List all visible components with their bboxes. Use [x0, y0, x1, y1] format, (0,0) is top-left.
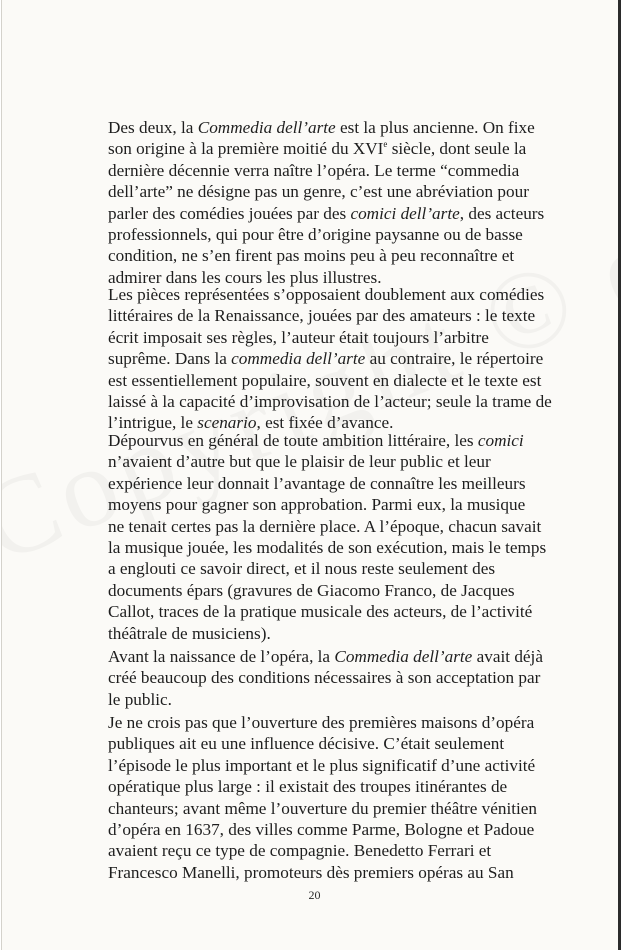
paragraph-5 [108, 712, 568, 883]
text-line: Callot, traces de la pratique musicale des acteurs, de l’activité [108, 602, 533, 622]
text-line: Avant la naissance de l’opéra, la Commedia dell’arte avait déjà [108, 647, 543, 666]
text-line: documents épars (gravures de Giacomo Franco, de Jacques [108, 580, 515, 600]
text-line: Dépourvus en général de toute ambition littéraire, les comici [108, 431, 524, 450]
text-line: professionnels, qui pour être d’origine paysanne ou de basse [108, 225, 523, 245]
text-line: son origine à la première moitié du XVIe siècle, dont seule la [108, 139, 527, 159]
text-line: admirer dans les cours les plus illustres. [108, 267, 382, 287]
text-line: la musique jouée, les modalités de son exécution, mais le temps [108, 538, 547, 558]
text-line: l’épisode le plus important et le plus significatif d’une activité [108, 755, 536, 775]
text-line: Francesco Manelli, promoteurs dès premiers opéras au San [108, 862, 514, 882]
document-page [1, 0, 621, 950]
text-line: suprême. Dans la commedia dell’arte au contraire, le répertoire [108, 349, 544, 369]
text-line: parler des comédies jouées par des comici dell’arte, des acteurs [108, 203, 545, 223]
text-line: condition, ne s’en firent pas moins peu à peu reconnaître et [108, 246, 515, 266]
text-line: n’avaient d’autre but que le plaisir de leur public et leur [108, 452, 491, 472]
text-line: écrit imposait ses règles, l’auteur était toujours l’arbitre [108, 327, 489, 347]
text-line: chanteurs; avant même l’ouverture du premier théâtre vénitien [108, 798, 538, 818]
text-line: opératique plus large : il existait des troupes itinérantes de [108, 777, 508, 797]
paragraph-4 [108, 646, 568, 710]
text-line: publiques ait eu une influence décisive. C’était seulement [108, 734, 505, 754]
paragraph-2 [108, 284, 568, 434]
text-line: créé beaucoup des conditions nécessaires à son acceptation par [108, 668, 541, 688]
text-line: Je ne crois pas que l’ouverture des premières maisons d’opéra [108, 713, 535, 732]
text-line: d’opéra en 1637, des villes comme Parme, Bologne et Padoue [108, 820, 535, 840]
paragraph-1 [108, 117, 568, 288]
text-line: expérience leur donnait l’avantage de connaître les meilleurs [108, 473, 526, 493]
text-line: dernière décennie verra naître l’opéra. Le terme “commedia [108, 160, 520, 180]
text-line: avaient reçu ce type de compagnie. Benedetto Ferrari et [108, 841, 492, 861]
page-number: 20 [308, 888, 321, 902]
text-line: moyens pour gagner son approbation. Parmi eux, la musique [108, 495, 526, 515]
text-line: théâtrale de musiciens). [108, 623, 271, 643]
paragraph-3 [108, 430, 568, 644]
text-line: Les pièces représentées s’opposaient doublement aux comédies [108, 285, 545, 304]
text-line: laissé à la capacité d’improvisation de l’acteur; seule la trame de [108, 392, 552, 412]
text-line: littéraires de la Renaissance, jouées par des amateurs : le texte [108, 306, 536, 326]
text-line: Des deux, la Commedia dell’arte est la plus ancienne. On fixe [108, 118, 535, 137]
text-line: l’intrigue, le scenario, est fixée d’avance. [108, 413, 394, 433]
text-line: le public. [108, 689, 172, 709]
text-line: dell’arte” ne désigne pas un genre, c’est une abréviation pour [108, 182, 529, 202]
text-line: ne tenait certes pas la dernière place. A l’époque, chacun savait [108, 516, 542, 536]
text-line: est essentiellement populaire, souvent en dialecte et le texte est [108, 370, 542, 390]
text-line: a englouti ce savoir direct, et il nous reste seulement des [108, 559, 496, 579]
